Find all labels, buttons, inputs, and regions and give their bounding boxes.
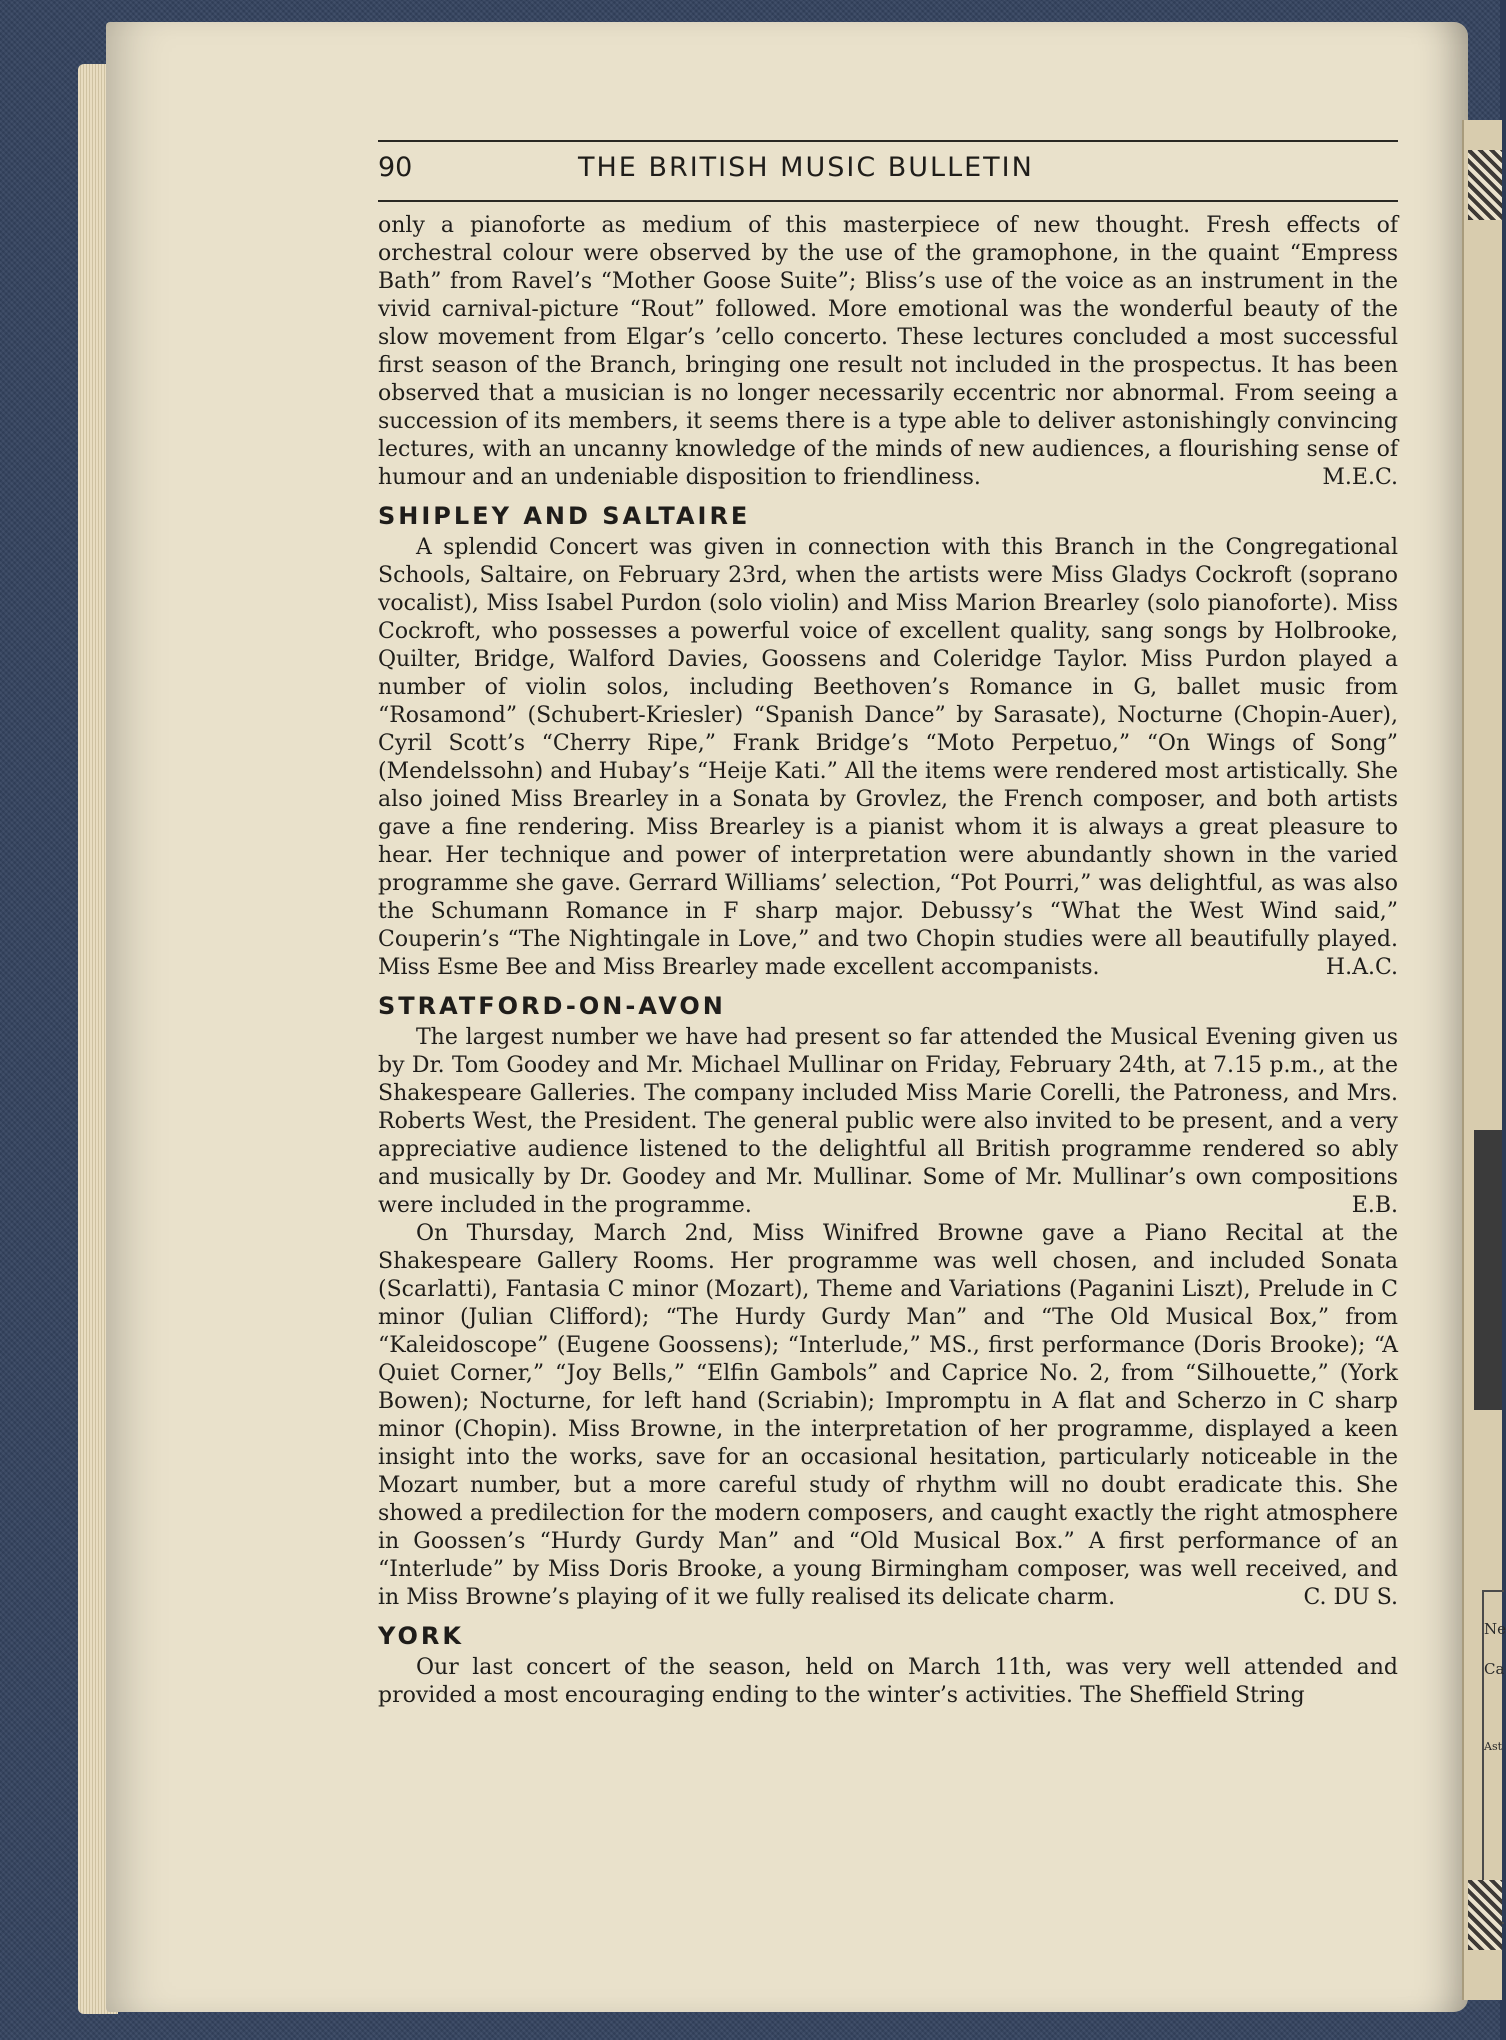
header-rule-bottom — [378, 200, 1398, 202]
page-content — [378, 140, 1398, 1710]
signature: H.A.C. — [1325, 955, 1398, 980]
article-paragraph: On Thursday, March 2nd, Miss Winifred Browne gave a Piano Recital at the Shakespeare Gallery Rooms. Her programme was well chosen, and included Sonata (Scarlatti), Fantasia C minor (Mozart), Theme and Variations (Paganini Liszt), Prelude in C minor (Julian Clifford); “The Hurdy Gurdy Man” and “The Old Musical Box,” from “Kaleidoscope” (Eugene Goossens); “Interlude,” MS., first performance (Doris Brooke); “A Quiet Corner,” “Joy Bells,” “Elfin Gambols” and Caprice No. 2, from “Silhouette,” (York Bowen); Nocturne, for left hand (Scriabin); Impromptu in A flat and Scherzo in C sharp minor (Chopin). Miss Browne, in the interpretation of her programme, displayed a keen insight into the works, save for an occasional hesitation, particularly noticeable in the Mozart number, but a more careful study of rhythm will no doubt eradicate this. She showed a predilection for the modern composers, and caught exactly the right atmosphere in Goossen’s “Hurdy Gurdy Man” and “Old Musical Box.” A first performance of an “Interlude” by Miss Doris Brooke, a young Birmingham composer, was well received, and in Miss Browne’s playing of it we fully realised its delicate charm. — [378, 1221, 1398, 1610]
facing-page-edge — [1462, 120, 1506, 2000]
section-heading: STRATFORD-ON-AVON — [378, 992, 726, 1020]
page-header — [378, 142, 1398, 200]
article-paragraph: The largest number we have had present so far attended the Musical Evening given us by Dr. Tom Goodey and Mr. Michael Mullinar on Friday, February 24th, at 7.15 p.m., at the Shakespeare Galleries. The company included Miss Marie Corelli, the Patroness, and Mrs. Roberts West, the President. The general public were also invited to be present, and a very appreciative audience listened to the delightful all British programme rendered so ably and musically by Dr. Goodey and Mr. Mullinar. Some of Mr. Mullinar’s own compositions were included in the programme. — [378, 1025, 1398, 1218]
article-paragraph: Our last concert of the season, held on March 11th, was very well attended and provided a most encouraging ending to the winter’s activities. The Sheffield String — [378, 1655, 1398, 1708]
facing-page-image — [1474, 1130, 1502, 1410]
facing-page-fragment: Ne — [1484, 1620, 1506, 1638]
section-heading: SHIPLEY AND SALTAIRE — [378, 502, 751, 530]
facing-page-fragment: Ca — [1484, 1660, 1505, 1678]
article-paragraph: A splendid Concert was given in connection with this Branch in the Congregational Schools, Saltaire, on February 23rd, when the artists were Miss Gladys Cockroft (soprano vocalist), Miss Isabel Purdon (solo violin) and Miss Marion Brearley (solo pianoforte). Miss Cockroft, who possesses a powerful voice of excellent quality, sang songs by Holbrooke, Quilter, Bridge, Walford Davies, Goossens and Coleridge Taylor. Miss Purdon played a number of violin solos, including Beethoven’s Romance in G, ballet music from “Rosamond” (Schubert-Kriesler) “Spanish Dance” by Sarasate), Nocturne (Chopin-Auer), Cyril Scott’s “Cherry Ripe,” Frank Bridge’s “Moto Perpetuo,” “On Wings of Song” (Mendelssohn) and Hubay’s “Heije Kati.” All the items were rendered most artistically. She also joined Miss Brearley in a Sonata by Grovlez, the French composer, and both artists gave a fine rendering. Miss Brearley is a pianist whom it is always a great pleasure to hear. Her technique and power of interpretation were abundantly shown in the varied programme she gave. Gerrard Williams’ selection, “Pot Pourri,” was delightful, as was also the Schumann Romance in F sharp major. Debussy’s “What the West Wind said,” Couperin’s “The Nightingale in Love,” and two Chopin studies were all beautifully played. Miss Esme Bee and Miss Brearley made excellent accompanists. — [378, 535, 1398, 980]
facing-page-frame — [1482, 1590, 1504, 1924]
ornament-border-bottom — [1468, 1880, 1502, 1950]
page-number: 90 — [378, 152, 413, 183]
signature: E.B. — [1351, 1193, 1398, 1218]
signature: M.E.C. — [1322, 465, 1398, 490]
ornament-border-top — [1468, 150, 1502, 220]
facing-page-fragment: Ast — [1484, 1740, 1503, 1753]
article-paragraph: only a pianoforte as medium of this masterpiece of new thought. Fresh effects of orchestral colour were observed by the use of the gramophone, in the quaint “Empress Bath” from Ravel’s “Mother Goose Suite”; Bliss’s use of the voice as an instrument in the vivid carnival-picture “Rout” followed. More emotional was the wonderful beauty of the slow movement from Elgar’s ’cello concerto. These lectures concluded a most successful first season of the Branch, bringing one result not included in the prospectus. It has been observed that a musician is no longer necessarily eccentric nor abnormal. From seeing a succession of its members, it seems there is a type able to deliver astonishingly convincing lectures, with an uncanny knowledge of the minds of new audiences, a flourishing sense of humour and an undeniable disposition to friendliness. — [378, 213, 1398, 490]
section-heading: YORK — [378, 1622, 465, 1650]
running-title: THE BRITISH MUSIC BULLETIN — [578, 152, 1034, 183]
signature: C. DU S. — [1303, 1585, 1398, 1610]
